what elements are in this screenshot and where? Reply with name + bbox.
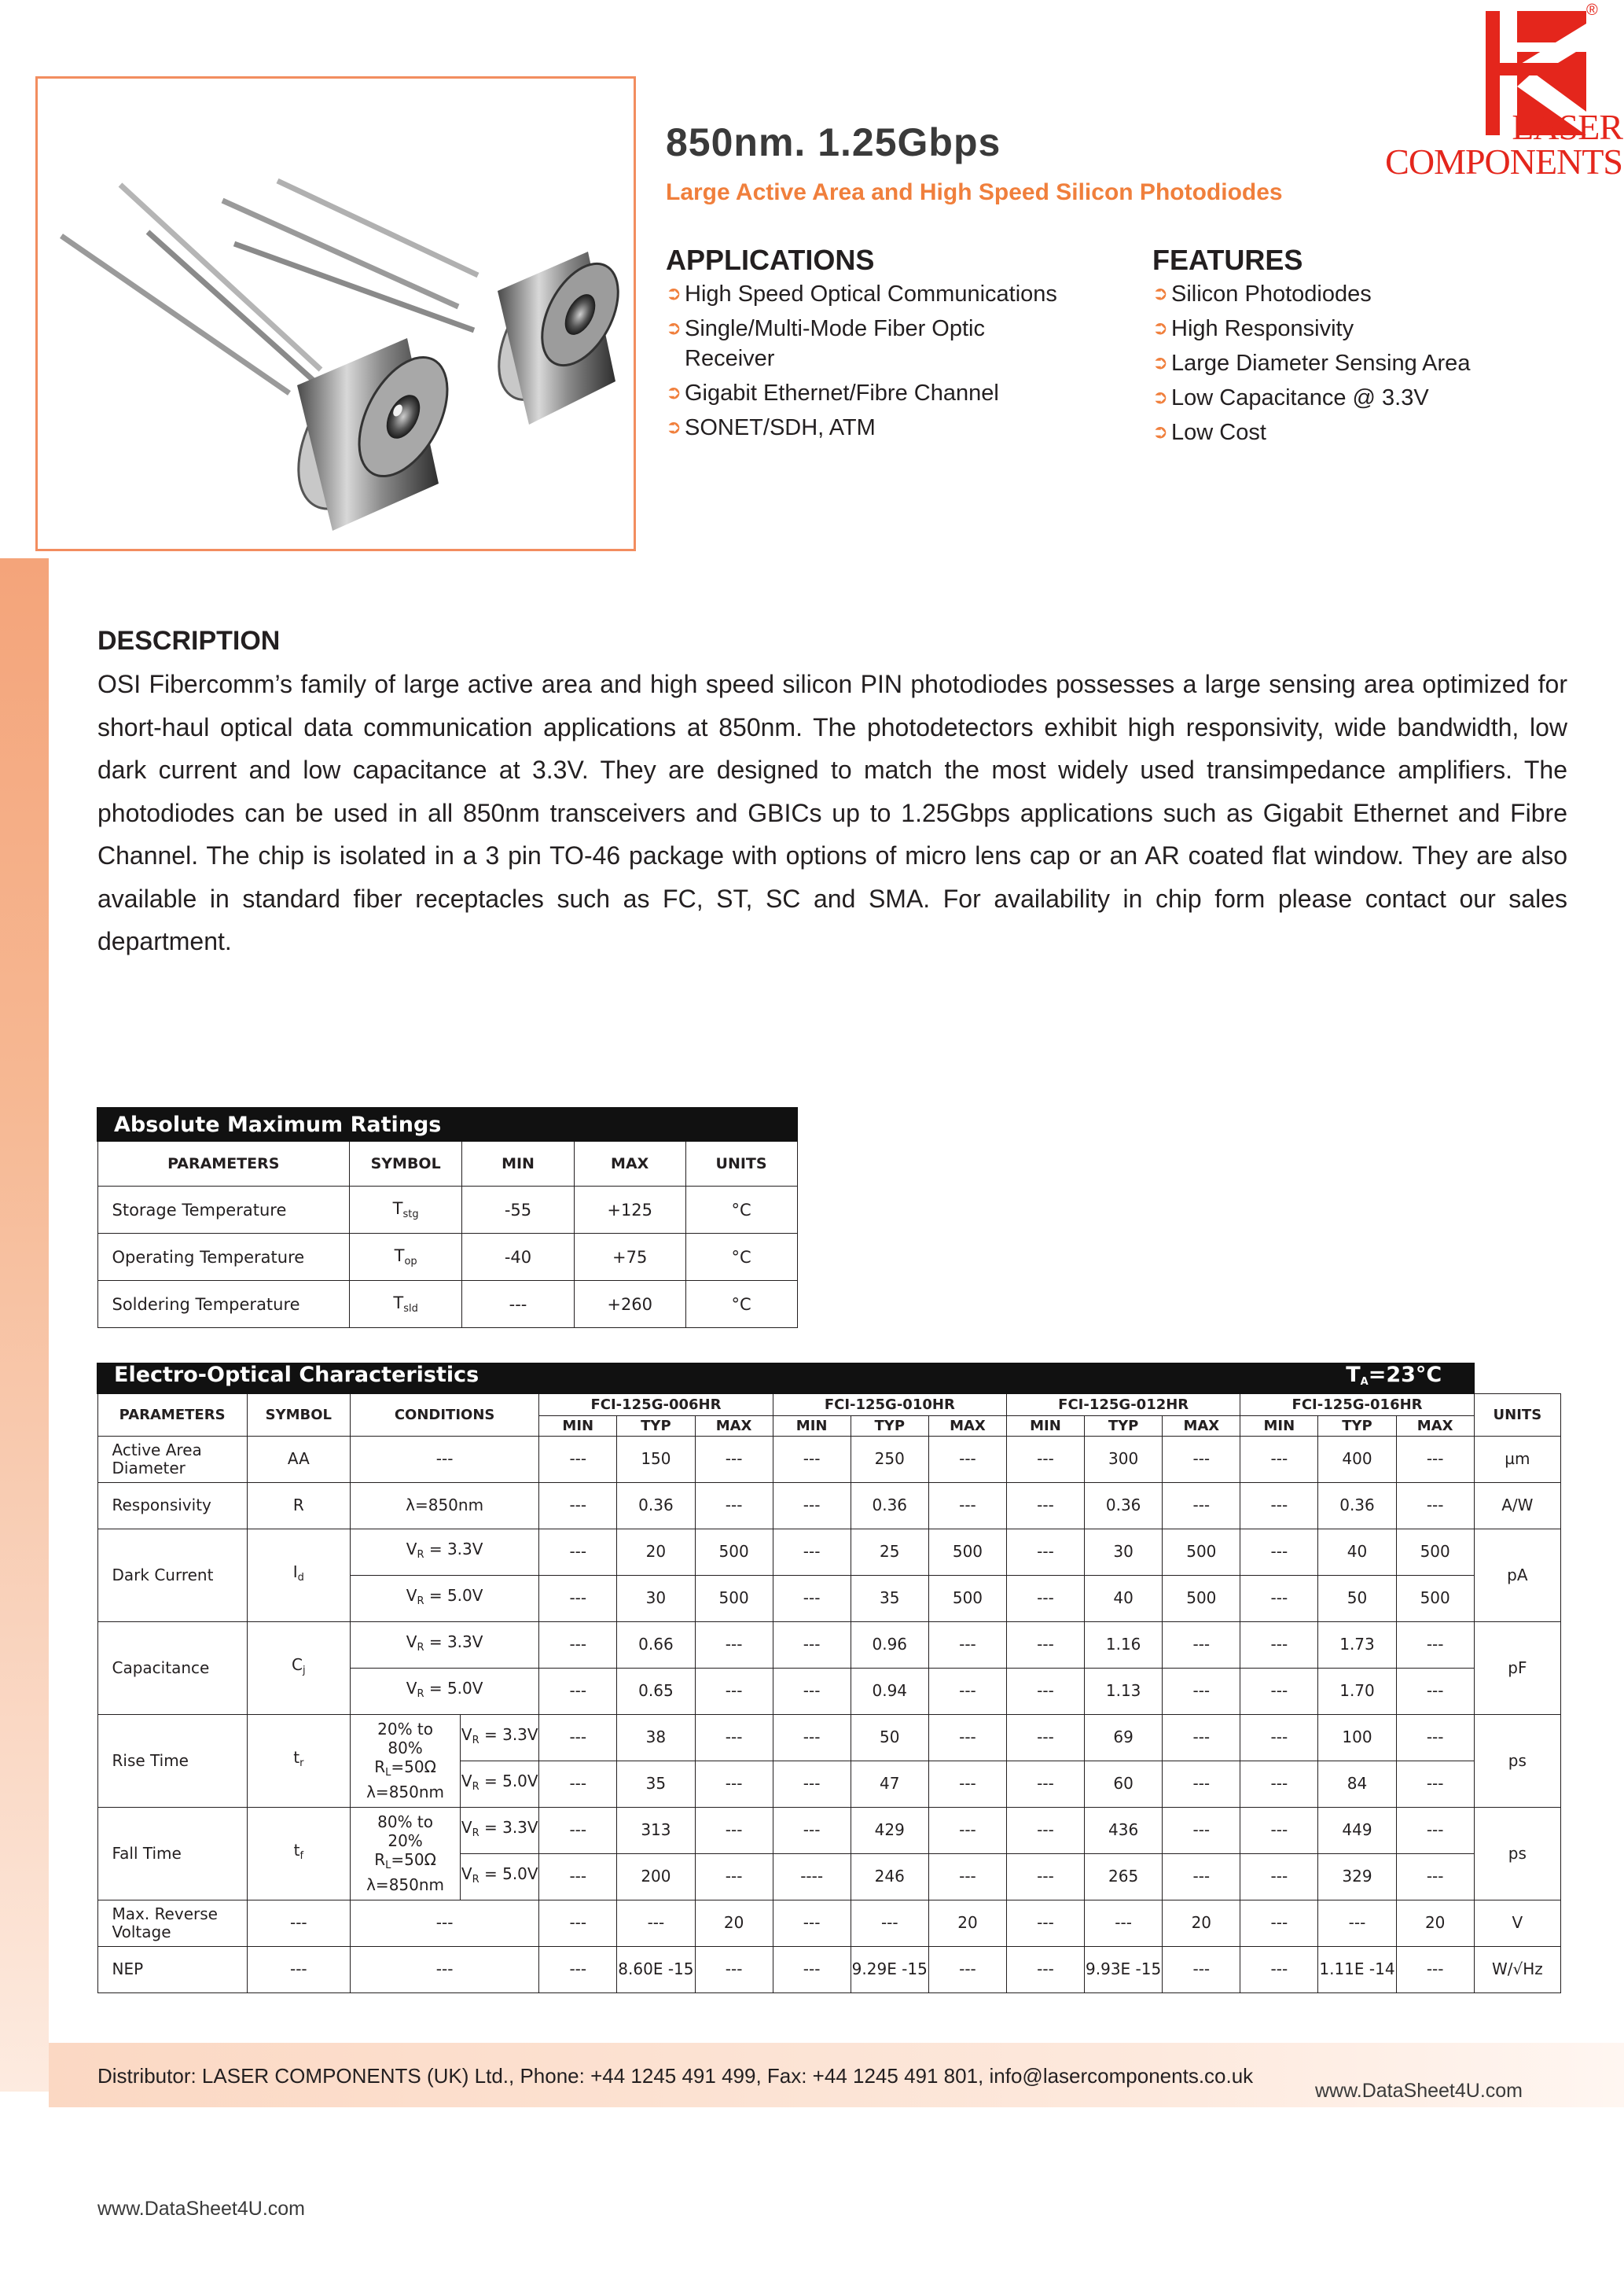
table-row: Responsivity R λ=850nm --- 0.36 --- --- 0.36 --- --- 0.36 --- --- 0.36 --- A/W: [97, 1482, 1561, 1529]
table-row: NEP --- --- --- 8.60E -15 --- --- 9.29E -15 --- --- 9.93E -15 --- --- 1.11E -14 --- W/√Hz: [97, 1946, 1561, 1992]
table-row: Storage Temperature $T_{stg}$ -55 +125 °C: [97, 1187, 797, 1234]
table-row: $V_R = 5.0V$ --- 0.65 --- --- 0.94 --- --- 1.13 --- --- 1.70 ---: [97, 1668, 1561, 1714]
table-row: $V_R = 5.0V$ --- 200 --- ---- 246 --- --- 265 --- --- 329 ---: [97, 1853, 1561, 1900]
product-photo: [35, 76, 636, 551]
table-caption: Absolute Maximum Ratings: [97, 1108, 797, 1141]
registered-mark: ®: [1586, 2, 1598, 19]
table-row: Capacitance $C_j$ $V_R = 3.3V$ --- 0.66 --- --- 0.96 --- --- 1.16 --- --- 1.73 --- pF: [97, 1621, 1561, 1668]
side-gradient-strip: [0, 558, 49, 2092]
list-item: ➲ Low Cost: [1152, 415, 1593, 450]
description-text: OSI Fibercomm’s family of large active area and high speed silicon PIN photodiodes possesses a large sensing area optimized for short-haul optical data communication applications at 850nm. The photodetectors exhibit high responsivity, wide bandwidth, low dark current and low capacitance at 3.3V. They are designed to match the most widely used transimpedance amplifiers. The photodiodes can be used in all 850nm transceivers and GBICs up to 1.25Gbps applications such as Gigabit Ethernet and Fibre Channel. The chip is isolated in a 3 pin TO-46 package with options of micro lens cap or an AR coated flat window. They are also available in standard fiber receptacles such as FC, ST, SC and SMA. For availability in chip form please contact our sales department.: [97, 670, 1567, 955]
list-item: ➲ SONET/SDH, ATM: [666, 410, 1106, 445]
footer-site-link[interactable]: www.DataSheet4U.com: [1315, 2080, 1523, 2102]
features-heading: FEATURES: [1152, 244, 1303, 276]
list-item: ➲ Low Capacitance @ 3.3V: [1152, 381, 1593, 415]
arrow-bullet-icon: ➲: [1152, 352, 1169, 373]
footer-distributor: Distributor: LASER COMPONENTS (UK) Ltd., Phone: +44 1245 491 499, Fax: +44 1245 491 801, info@lasercomponents.co.uk: [97, 2064, 1254, 2088]
col-header: CONDITIONS: [350, 1393, 538, 1436]
table-row: Rise Time $t_r$ 20% to 80% $R_L=50\Omega$ λ=850nm $V_R = 3.3V$ --- 38 --- --- 50 --- --- 69 --- --- 100 --- ps: [97, 1714, 1561, 1761]
list-item: ➲ High Speed Optical Communications: [666, 277, 1106, 311]
model-header: FCI-125G-010HR: [773, 1393, 1006, 1415]
table-row: Operating Temperature $T_{op}$ -40 +75 °C: [97, 1234, 797, 1281]
features-section: [1152, 244, 1593, 450]
col-header: UNITS: [1474, 1393, 1560, 1436]
applications-list: [666, 277, 1106, 445]
col-header: PARAMETERS: [97, 1393, 247, 1436]
list-item: ➲ High Responsivity: [1152, 311, 1593, 346]
model-header: FCI-125G-012HR: [1007, 1393, 1240, 1415]
list-item: ➲ Single/Multi-Mode Fiber Optic: [666, 311, 1106, 346]
absolute-maximum-ratings-table: [97, 1107, 798, 1328]
table-row: Dark Current $I_d$ $V_R = 3.3V$ --- 20 500 --- 25 500 --- 30 500 --- 40 500 pA: [97, 1529, 1561, 1575]
table-row: Max. Reverse Voltage --- --- --- --- 20 --- --- 20 --- --- 20 --- --- 20 V: [97, 1900, 1561, 1946]
list-item: ➲ Gigabit Ethernet/Fibre Channel: [666, 376, 1106, 410]
col-header: SYMBOL: [247, 1393, 350, 1436]
table-row: $V_R = 5.0V$ --- 35 --- --- 47 --- --- 60 --- --- 84 ---: [97, 1761, 1561, 1807]
col-header: MAX: [574, 1141, 685, 1187]
applications-heading: APPLICATIONS: [666, 244, 875, 276]
description-heading: DESCRIPTION: [97, 626, 281, 656]
page-title: 850nm. 1.25Gbps: [666, 120, 1001, 164]
arrow-bullet-icon: ➲: [666, 382, 682, 403]
table-row: Soldering Temperature $T_{sld}$ --- +260 °C: [97, 1281, 797, 1328]
table-row: $V_R = 5.0V$ --- 30 500 --- 35 500 --- 40 500 --- 50 500: [97, 1575, 1561, 1621]
bottom-site-link[interactable]: www.DataSheet4U.com: [97, 2198, 306, 2220]
col-header: PARAMETERS: [97, 1141, 350, 1187]
list-item: Receiver: [685, 346, 775, 371]
table-caption: Electro-Optical Characteristics $T_A=23^\circ C$: [97, 1363, 1474, 1393]
list-item: ➲ Silicon Photodiodes: [1152, 277, 1593, 311]
arrow-bullet-icon: ➲: [1152, 421, 1169, 443]
arrow-bullet-icon: ➲: [666, 318, 682, 339]
col-header: SYMBOL: [350, 1141, 462, 1187]
model-header: FCI-125G-016HR: [1240, 1393, 1474, 1415]
applications-section: [666, 244, 1106, 445]
col-header: UNITS: [685, 1141, 797, 1187]
arrow-bullet-icon: ➲: [1152, 318, 1169, 339]
model-header: FCI-125G-006HR: [539, 1393, 773, 1415]
photodiode-image: [38, 79, 634, 549]
list-item: ➲ Large Diameter Sensing Area: [1152, 346, 1593, 381]
arrow-bullet-icon: ➲: [666, 283, 682, 304]
arrow-bullet-icon: ➲: [1152, 387, 1169, 408]
brand-wordmark: [1376, 107, 1622, 182]
electro-optical-characteristics-table: Electro-Optical Characteristics $T_A=23^\circ C$ PARAMETERS SYMBOL CONDITIONS FCI-125G-006HR FCI-125G-010HR FCI-125G-012HR FCI-125G-016HR UNITS MIN TYP MAX MIN TYP MAX MIN TYP MAX MIN TYP MAX Active Area Diameter AA --- --- 150 --- --- 250 --- --- 300 --- --- 400 --- µm Responsivity R λ=850nm --- 0.36 --- --- 0.36 --- --- 0.36 --- --- 0.36 --- A/W Dark Current $I_d$ $V_R = 3.3V$ --- 20 500 --- 25 500 --- 30 500 --- 40 500 pA $V_R = 5.0V$ --- 30 500 --- 35 500 --- 40 500 --- 50 500 Capacitance $C_j$ $V_R = 3.3V$ --- 0.66 --- --- 0.96 --- --- 1.16 --- --- 1.73 --- pF $V_R = 5.0V$ --- 0.65 --- --- 0.94 --- --- 1.13 --- --- 1.70 --- Rise Time $t_r$ 20% to 80% $R_L=50\Omega$ λ=850nm $V_R = 3.3V$ --- 38 --- --- 50 --- --- 69 --- --- 100 --- ps $V_R = 5.0V$ --- 35 --- --- 47 --- --- 60 --- --- 84 --- Fall Time $t_f$ 80% to 20% $R_L=50\Omega$ λ=850nm $V_R = 3.3V$ --- 313 --- --- 429 --- --- 436 --- --- 449 --- ps $V_R = 5.0V$ --- 200 --- ---- 246 --- --- 265 --- --- 329 --- Max. Reverse Voltage --- --- --- --- 20 --- --- 20 --- --- 20 --- --- 20 V NEP --- --- --- 8.60E -15 --- --- 9.29E -15 --- --- 9.93E -15 --- --- 1.11E -14 --- W/√Hz: [97, 1363, 1561, 1993]
ambient-temperature: $T_A=23^\circ C$: [1346, 1363, 1442, 1388]
table-row: Fall Time $t_f$ 80% to 20% $R_L=50\Omega$ λ=850nm $V_R = 3.3V$ --- 313 --- --- 429 --- --- 436 --- --- 449 --- ps: [97, 1807, 1561, 1853]
arrow-bullet-icon: ➲: [1152, 283, 1169, 304]
brand-line-1: LASER: [1512, 107, 1622, 147]
features-list: [1152, 277, 1593, 450]
page-subtitle: Large Active Area and High Speed Silicon Photodiodes: [666, 179, 1283, 205]
brand-line-2: COMPONENTS: [1385, 142, 1622, 182]
arrow-bullet-icon: ➲: [666, 417, 682, 438]
table-row: Active Area Diameter AA --- --- 150 --- --- 250 --- --- 300 --- --- 400 --- µm: [97, 1436, 1561, 1482]
col-header: MIN: [462, 1141, 575, 1187]
